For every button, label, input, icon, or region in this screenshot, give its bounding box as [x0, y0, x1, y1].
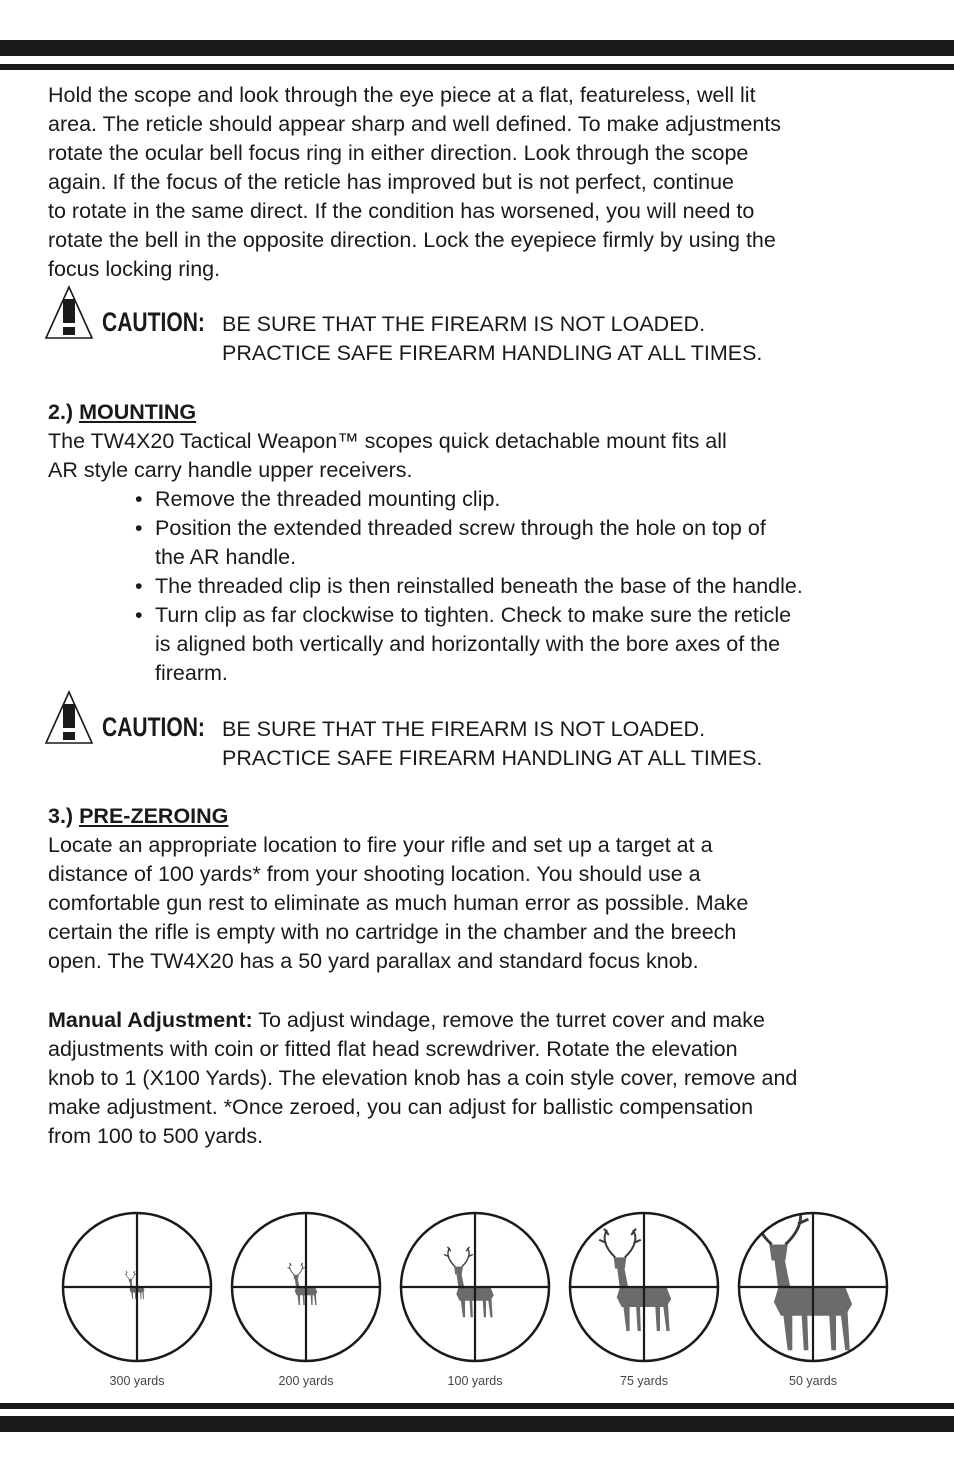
section-number: 3.) — [48, 804, 74, 828]
list-item-line: firearm. — [155, 661, 228, 685]
caution-block — [44, 285, 924, 365]
manual-line: adjustments with coin or fitted flat head screwdriver. Rotate the elevation — [48, 1037, 738, 1061]
list-item-line: The threaded clip is then reinstalled beneath the base of the handle. — [155, 574, 803, 598]
deer-antlers — [599, 1229, 641, 1258]
section-heading-prezeroing — [48, 802, 228, 831]
deer-antlers — [444, 1247, 473, 1267]
intro-paragraph — [48, 81, 928, 284]
deer-figure — [288, 1263, 318, 1305]
mounting-line: The TW4X20 Tactical Weapon™ scopes quick detachable mount fits all — [48, 429, 727, 453]
scope-view — [398, 1210, 552, 1388]
mounting-paragraph — [48, 427, 928, 485]
warning-triangle-icon — [44, 690, 94, 746]
section-number: 2.) — [48, 400, 74, 424]
manual-adjustment-paragraph — [48, 1006, 928, 1151]
intro-line: focus locking ring. — [48, 257, 221, 281]
intro-line: rotate the bell in the opposite direction. Lock the eyepiece firmly by using the — [48, 228, 776, 252]
list-item-line: is aligned both vertically and horizontally with the bore axes of the — [155, 632, 781, 656]
list-item-line: Position the extended threaded screw through the hole on top of — [155, 516, 766, 540]
deer-head — [293, 1275, 298, 1280]
reticle-icon — [567, 1210, 721, 1364]
scope-reticle-row — [60, 1210, 894, 1390]
manual-first-line — [48, 1006, 928, 1035]
caution-line: PRACTICE SAFE FIREARM HANDLING AT ALL TIMES. — [222, 746, 763, 770]
manual-line: knob to 1 (X100 Yards). The elevation knob has a coin style cover, remove and — [48, 1066, 798, 1090]
reticle-icon — [229, 1210, 383, 1364]
scope-view — [567, 1210, 721, 1388]
intro-line: to rotate in the same direct. If the condition has worsened, you will need to — [48, 199, 755, 223]
manual-label: Manual Adjustment: — [48, 1008, 253, 1032]
mounting-steps — [135, 485, 925, 688]
deer-figure — [125, 1271, 145, 1299]
manual-line: from 100 to 500 yards. — [48, 1124, 264, 1148]
intro-line: again. If the focus of the reticle has improved but is not perfect, continue — [48, 170, 735, 194]
scope-caption: 50 yards — [789, 1374, 837, 1388]
prezeroing-line: comfortable gun rest to eliminate as much human error as possible. Make — [48, 891, 749, 915]
scope-caption: 100 yards — [447, 1374, 503, 1388]
deer-antlers — [288, 1263, 305, 1275]
scope-caption: 75 yards — [620, 1374, 668, 1388]
deer-legs — [461, 1299, 493, 1318]
list-item — [135, 514, 925, 572]
scope-view — [736, 1210, 890, 1388]
caution-text — [222, 310, 762, 368]
caution-label: CAUTION: — [102, 712, 205, 742]
section-title: PRE-ZEROING — [79, 804, 229, 828]
list-item-line: Remove the threaded mounting clip. — [155, 487, 501, 511]
mounting-line: AR style carry handle upper receivers. — [48, 458, 413, 482]
bullet-mark: • — [135, 603, 143, 627]
bottom-rule-thick — [0, 1416, 954, 1432]
top-rule-thin — [0, 64, 954, 70]
deer-head — [129, 1279, 133, 1282]
bottom-rule-thin — [0, 1403, 954, 1409]
deer-head — [454, 1267, 463, 1275]
scope-view — [229, 1210, 383, 1388]
caution-line: BE SURE THAT THE FIREARM IS NOT LOADED. — [222, 312, 706, 336]
intro-line: rotate the ocular bell focus ring in either direction. Look through the scope — [48, 141, 749, 165]
prezeroing-line: certain the rifle is empty with no cartridge in the chamber and the breech — [48, 920, 737, 944]
deer-figure — [444, 1247, 494, 1317]
reticle-icon — [736, 1210, 890, 1364]
scope-caption: 300 yards — [109, 1374, 165, 1388]
caution-line: BE SURE THAT THE FIREARM IS NOT LOADED. — [222, 717, 706, 741]
deer-head — [769, 1244, 787, 1260]
list-item — [135, 572, 925, 601]
prezeroing-paragraph — [48, 831, 928, 976]
manual-first-line-text: To adjust windage, remove the turret cover and make — [252, 1008, 765, 1032]
deer-head — [614, 1257, 627, 1268]
prezeroing-line: Locate an appropriate location to fire your rifle and set up a target at a — [48, 833, 713, 857]
list-item-line: Turn clip as far clockwise to tighten. Check to make sure the reticle — [155, 603, 792, 627]
deer-antlers — [125, 1271, 136, 1279]
deer-legs — [623, 1304, 669, 1331]
deer-figure — [599, 1229, 671, 1331]
warning-triangle-icon — [44, 285, 94, 341]
bullet-mark: • — [135, 574, 143, 598]
caution-block — [44, 690, 924, 770]
scope-caption: 200 yards — [278, 1374, 334, 1388]
list-item — [135, 601, 925, 688]
reticle-icon — [398, 1210, 552, 1364]
prezeroing-line: open. The TW4X20 has a 50 yard parallax and standard focus knob. — [48, 949, 699, 973]
list-item — [135, 485, 925, 514]
bullet-mark: • — [135, 487, 143, 511]
caution-text — [222, 715, 762, 773]
prezeroing-line: distance of 100 yards* from your shooting location. You should use a — [48, 862, 701, 886]
intro-line: area. The reticle should appear sharp and well defined. To make adjustments — [48, 112, 782, 136]
section-title: MOUNTING — [79, 400, 197, 424]
bullet-mark: • — [135, 516, 143, 540]
reticle-icon — [60, 1210, 214, 1364]
top-rule-thick — [0, 40, 954, 56]
caution-label: CAUTION: — [102, 307, 205, 337]
deer-legs — [783, 1311, 850, 1350]
list-item-line: the AR handle. — [155, 545, 297, 569]
intro-line: Hold the scope and look through the eye piece at a flat, featureless, well lit — [48, 83, 756, 107]
manual-line: make adjustment. *Once zeroed, you can adjust for ballistic compensation — [48, 1095, 754, 1119]
scope-view — [60, 1210, 214, 1388]
section-heading-mounting — [48, 398, 196, 427]
caution-line: PRACTICE SAFE FIREARM HANDLING AT ALL TIMES. — [222, 341, 763, 365]
